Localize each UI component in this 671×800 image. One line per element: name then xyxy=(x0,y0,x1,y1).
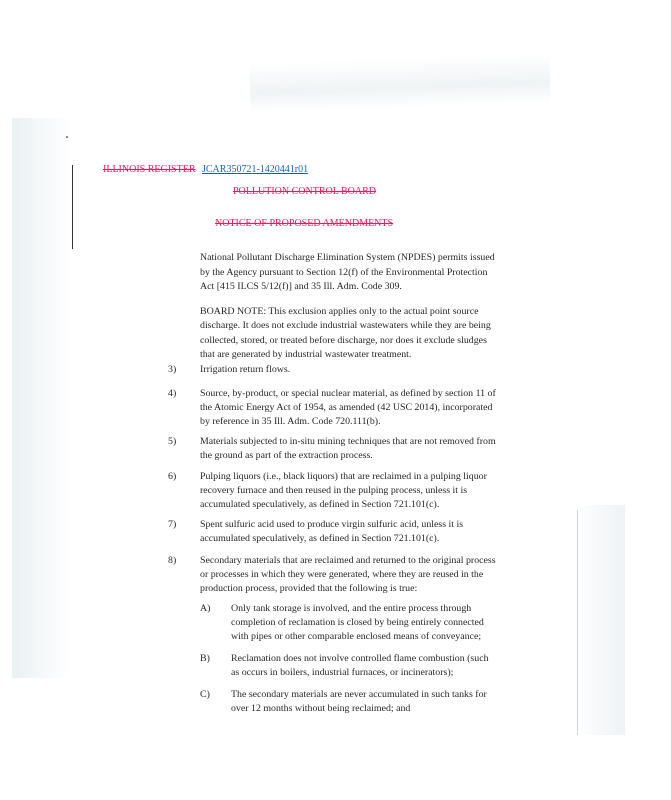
item-line: Pulping liquors (i.e., black liquors) that are reclaimed in a pulping liquor xyxy=(200,471,487,482)
item-number: 4) xyxy=(168,388,177,399)
scan-shading-left xyxy=(12,118,70,678)
notice-header: NOTICE OF PROPOSED AMENDMENTS xyxy=(215,218,394,229)
item-line: Materials subjected to in-situ mining techniques that are not removed from xyxy=(200,436,496,447)
scan-shading-right xyxy=(575,505,625,735)
board-note-line: discharge. It does not exclude industrial wastewaters while they are being xyxy=(200,320,491,331)
item-line: accumulated speculatively, as defined in Section 721.101(c). xyxy=(200,499,440,510)
item-line: Source, by-product, or special nuclear material, as defined by section 11 of xyxy=(200,388,496,399)
intro-line: Act [415 ILCS 5/12(f)] and 35 Ill. Adm. Code 309. xyxy=(200,281,402,292)
board-note-line: collected, stored, or treated before discharge, nor does it exclude sludges xyxy=(200,335,487,346)
item-line: or processes in which they were generated, where they are reused in the xyxy=(200,569,484,580)
subitem-line: Reclamation does not involve controlled flame combustion (such xyxy=(231,653,489,664)
item-line: accumulated speculatively, as defined in Section 721.101(c). xyxy=(200,533,440,544)
item-number: 3) xyxy=(168,364,177,375)
item-line: the ground as part of the extraction process. xyxy=(200,450,373,461)
scan-shading-top xyxy=(249,53,551,113)
subitem-letter: B) xyxy=(200,653,210,664)
scan-speck xyxy=(66,136,68,138)
subitem-letter: A) xyxy=(200,603,211,614)
subitem-line: over 12 months without being reclaimed; and xyxy=(231,703,411,714)
intro-line: National Pollutant Discharge Elimination System (NPDES) permits issued xyxy=(200,252,495,263)
subitem-line: The secondary materials are never accumulated in such tanks for xyxy=(231,689,487,700)
subitem-line: Only tank storage is involved, and the entire process through xyxy=(231,603,472,614)
item-line: Spent sulfuric acid used to produce virgin sulfuric acid, unless it is xyxy=(200,519,464,530)
subitem-line: with pipes or other comparable enclosed means of conveyance; xyxy=(231,631,482,642)
subitem-line: completion of reclamation is closed by being entirely connected xyxy=(231,617,484,628)
item-number: 8) xyxy=(168,555,177,566)
item-line: Irrigation return flows. xyxy=(200,364,291,375)
item-line: production process, provided that the following is true: xyxy=(200,583,418,594)
subitem-letter: C) xyxy=(200,689,210,700)
item-number: 6) xyxy=(168,471,177,482)
revision-change-bar xyxy=(72,165,73,249)
item-line: the Atomic Energy Act of 1954, as amended (42 USC 2014), incorporated xyxy=(200,402,493,413)
register-link[interactable]: JCAR350721-1420441r01 xyxy=(202,164,309,175)
scan-edge-line xyxy=(577,510,578,735)
register-header: ILLINOIS REGISTER xyxy=(103,164,196,175)
intro-line: by the Agency pursuant to Section 12(f) of the Environmental Protection xyxy=(200,267,488,278)
item-line: Secondary materials that are reclaimed and returned to the original process xyxy=(200,555,496,566)
item-line: by reference in 35 Ill. Adm. Code 720.111(b). xyxy=(200,416,381,427)
item-line: recovery furnace and then reused in the pulping process, unless it is xyxy=(200,485,468,496)
item-number: 7) xyxy=(168,519,177,530)
board-note-line: that are generated by industrial wastewater treatment. xyxy=(200,349,412,360)
board-header: POLLUTION CONTROL BOARD xyxy=(233,186,376,197)
item-number: 5) xyxy=(168,436,177,447)
subitem-line: as occurs in boilers, industrial furnaces, or incinerators); xyxy=(231,667,454,678)
board-note-line: BOARD NOTE: This exclusion applies only to the actual point source xyxy=(200,306,479,317)
